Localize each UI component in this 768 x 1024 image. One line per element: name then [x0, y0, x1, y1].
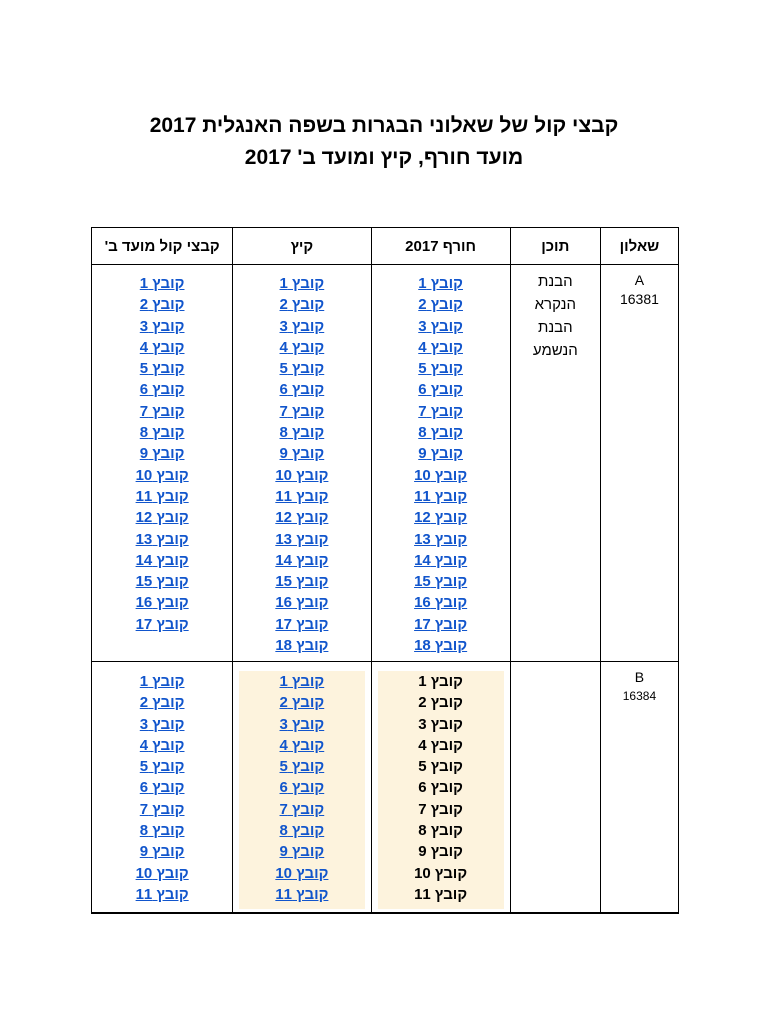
audio-file-link[interactable]: קובץ 4 [279, 736, 325, 754]
header-content: תוכן [510, 228, 600, 265]
list-item [92, 692, 232, 713]
audio-file-label: קובץ 11 [414, 885, 468, 903]
list-item [372, 465, 510, 486]
list-item [239, 863, 364, 884]
list-item [239, 841, 364, 862]
content-line: הנקרא [534, 296, 576, 313]
audio-file-link[interactable]: קובץ 6 [139, 381, 185, 399]
content-line: הבנת [537, 273, 573, 290]
audio-file-link[interactable]: קובץ 13 [135, 530, 189, 548]
audio-file-link[interactable]: קובץ 2 [279, 296, 325, 314]
audio-file-link[interactable]: קובץ 5 [139, 360, 185, 378]
list-item [233, 358, 370, 379]
list-item [233, 635, 370, 656]
audio-file-link[interactable]: קובץ 12 [414, 509, 468, 527]
moed-b-cell [92, 662, 233, 914]
list-item [378, 756, 504, 777]
audio-file-link[interactable]: קובץ 9 [139, 843, 185, 861]
audio-file-link[interactable]: קובץ 3 [279, 317, 325, 335]
list-item [92, 756, 232, 777]
table-row-b [92, 662, 679, 914]
audio-file-link[interactable]: קובץ 10 [135, 864, 189, 882]
audio-file-link[interactable]: קובץ 9 [279, 445, 325, 463]
list-item [378, 799, 504, 820]
moed-b-cell [92, 265, 233, 662]
audio-file-link[interactable]: קובץ 6 [279, 779, 325, 797]
audio-file-link[interactable]: קובץ 13 [275, 530, 329, 548]
list-item [233, 379, 370, 400]
summer-file-list [239, 671, 364, 905]
list-item [92, 592, 232, 613]
list-item [372, 571, 510, 592]
audio-file-label: קובץ 9 [418, 843, 463, 861]
audio-file-link[interactable]: קובץ 14 [135, 551, 189, 569]
content-line: הנשמע [532, 342, 578, 359]
audio-file-link[interactable]: קובץ 8 [139, 424, 185, 442]
winter-file-list [378, 671, 504, 905]
list-item [378, 777, 504, 798]
audio-file-link[interactable]: קובץ 15 [135, 573, 189, 591]
audio-file-link[interactable]: קובץ 15 [275, 573, 329, 591]
audio-file-link[interactable]: קובץ 13 [414, 530, 468, 548]
list-item [233, 443, 370, 464]
list-item [92, 863, 232, 884]
audio-file-link[interactable]: קובץ 3 [279, 715, 325, 733]
audio-file-link[interactable]: קובץ 6 [279, 381, 325, 399]
list-item [92, 443, 232, 464]
list-item [92, 799, 232, 820]
audio-file-link[interactable]: קובץ 2 [139, 694, 185, 712]
list-item [92, 507, 232, 528]
audio-files-table [91, 227, 679, 914]
moed-b-file-list [92, 265, 232, 635]
list-item [92, 777, 232, 798]
list-item [92, 671, 232, 692]
list-item [233, 294, 370, 315]
list-item [239, 692, 364, 713]
audio-file-link[interactable]: קובץ 1 [418, 275, 463, 292]
list-item [378, 841, 504, 862]
audio-file-link[interactable]: קובץ 9 [139, 445, 185, 463]
list-item [92, 465, 232, 486]
audio-file-link[interactable]: קובץ 5 [279, 360, 325, 378]
list-item [233, 614, 370, 635]
header-sheet: שאלון [600, 228, 678, 265]
list-item [239, 671, 364, 692]
list-item [372, 294, 510, 315]
page-subtitle: מועד חורף, קיץ ומועד ב' 2017 [244, 146, 524, 169]
sheet-code: 16384 [622, 689, 657, 703]
page-title: קבצי קול של שאלוני הבגרות בשפה האנגלית 2017 [149, 114, 619, 137]
audio-file-link[interactable]: קובץ 11 [135, 885, 189, 903]
audio-file-link[interactable]: קובץ 16 [275, 594, 329, 612]
list-item [233, 507, 370, 528]
audio-file-label: קובץ 3 [418, 715, 463, 733]
list-item [92, 316, 232, 337]
list-item [92, 379, 232, 400]
audio-file-link[interactable]: קובץ 12 [275, 509, 329, 527]
content-cell [510, 662, 600, 914]
audio-file-link[interactable]: קובץ 17 [135, 615, 189, 633]
audio-file-label: קובץ 8 [418, 822, 463, 840]
list-item [378, 820, 504, 841]
audio-file-link[interactable]: קובץ 10 [414, 466, 468, 484]
header-summer: קיץ [233, 228, 371, 265]
list-item [92, 486, 232, 507]
audio-file-label: קובץ 1 [418, 673, 463, 690]
list-item [372, 486, 510, 507]
list-item [233, 422, 370, 443]
list-item [378, 884, 504, 905]
list-item [233, 401, 370, 422]
audio-file-link[interactable]: קובץ 7 [279, 402, 325, 420]
summer-file-list [233, 265, 370, 656]
audio-file-link[interactable]: קובץ 18 [275, 637, 329, 655]
list-item [239, 714, 364, 735]
list-item [372, 273, 510, 294]
audio-file-link[interactable]: קובץ 12 [135, 509, 189, 527]
audio-file-label: קובץ 5 [418, 758, 463, 776]
audio-file-link[interactable]: קובץ 3 [418, 317, 463, 335]
list-item [378, 863, 504, 884]
list-item [92, 714, 232, 735]
audio-file-link[interactable]: קובץ 4 [418, 338, 463, 356]
audio-file-link[interactable]: קובץ 4 [139, 338, 185, 356]
list-item [233, 529, 370, 550]
list-item [378, 671, 504, 692]
audio-file-link[interactable]: קובץ 10 [275, 466, 329, 484]
audio-file-link[interactable]: קובץ 2 [418, 296, 463, 314]
list-item [372, 507, 510, 528]
list-item [239, 820, 364, 841]
list-item [92, 550, 232, 571]
table-row-a [92, 265, 679, 662]
audio-file-label: קובץ 7 [418, 800, 463, 818]
list-item [92, 841, 232, 862]
content-line: הבנת [537, 319, 573, 336]
list-item [372, 614, 510, 635]
audio-file-link[interactable]: קובץ 3 [139, 715, 185, 733]
audio-file-link[interactable]: קובץ 4 [279, 338, 325, 356]
list-item [372, 337, 510, 358]
audio-file-link[interactable]: קובץ 17 [275, 615, 329, 633]
list-item [372, 592, 510, 613]
content-cell [510, 265, 600, 662]
header-winter: חורף 2017 [371, 228, 510, 265]
list-item [92, 735, 232, 756]
audio-file-link[interactable]: קובץ 7 [418, 402, 463, 420]
audio-file-link[interactable]: קובץ 4 [139, 736, 185, 754]
audio-file-link[interactable]: קובץ 1 [279, 275, 325, 292]
audio-file-label: קובץ 2 [418, 694, 463, 712]
list-item [233, 337, 370, 358]
list-item [92, 401, 232, 422]
audio-file-link[interactable]: קובץ 1 [139, 673, 185, 690]
list-item [233, 486, 370, 507]
list-item [372, 443, 510, 464]
audio-file-label: קובץ 6 [418, 779, 463, 797]
list-item [92, 273, 232, 294]
list-item [233, 273, 370, 294]
table-header-row [92, 228, 679, 265]
audio-file-link[interactable]: קובץ 9 [279, 843, 325, 861]
list-item [92, 422, 232, 443]
sheet-letter: B [634, 669, 645, 685]
header-moed-b: קבצי קול מועד ב' [92, 228, 233, 265]
audio-file-link[interactable]: קובץ 2 [279, 694, 325, 712]
audio-file-link[interactable]: קובץ 10 [135, 466, 189, 484]
list-item [378, 692, 504, 713]
audio-file-link[interactable]: קובץ 16 [414, 594, 468, 612]
list-item [92, 571, 232, 592]
moed-b-file-list [92, 662, 232, 905]
sheet-cell [600, 265, 678, 662]
list-item [372, 635, 510, 656]
shaded-block [378, 671, 504, 909]
list-item [239, 777, 364, 798]
list-item [372, 550, 510, 571]
list-item [233, 316, 370, 337]
list-item [378, 714, 504, 735]
list-item [92, 820, 232, 841]
audio-file-link[interactable]: קובץ 8 [139, 822, 185, 840]
audio-file-link[interactable]: קובץ 7 [139, 800, 185, 818]
audio-file-link[interactable]: קובץ 9 [418, 445, 463, 463]
audio-file-link[interactable]: קובץ 16 [135, 594, 189, 612]
list-item [92, 337, 232, 358]
audio-file-link[interactable]: קובץ 8 [279, 424, 325, 442]
audio-file-link[interactable]: קובץ 5 [279, 758, 325, 776]
list-item [372, 529, 510, 550]
list-item [239, 735, 364, 756]
winter-cell [371, 265, 510, 662]
audio-file-link[interactable]: קובץ 18 [414, 637, 468, 655]
list-item [239, 756, 364, 777]
audio-file-link[interactable]: קובץ 6 [418, 381, 463, 399]
audio-file-link[interactable]: קובץ 5 [139, 758, 185, 776]
list-item [92, 358, 232, 379]
list-item [378, 735, 504, 756]
audio-file-link[interactable]: קובץ 10 [275, 864, 329, 882]
audio-file-link[interactable]: קובץ 15 [414, 573, 468, 591]
list-item [233, 592, 370, 613]
audio-file-link[interactable]: קובץ 7 [139, 402, 185, 420]
audio-file-label: קובץ 4 [418, 736, 463, 754]
list-item [239, 884, 364, 905]
audio-file-link[interactable]: קובץ 14 [414, 551, 468, 569]
list-item [372, 358, 510, 379]
audio-file-link[interactable]: קובץ 1 [279, 673, 325, 690]
audio-file-label: קובץ 10 [414, 864, 468, 882]
list-item [372, 379, 510, 400]
list-item [372, 401, 510, 422]
audio-file-link[interactable]: קובץ 1 [139, 275, 185, 292]
summer-cell [233, 265, 371, 662]
winter-cell [371, 662, 510, 914]
audio-file-link[interactable]: קובץ 6 [139, 779, 185, 797]
list-item [92, 614, 232, 635]
list-item [233, 465, 370, 486]
list-item [372, 422, 510, 443]
summer-cell [233, 662, 371, 914]
sheet-code: 16381 [619, 291, 659, 307]
audio-file-link[interactable]: קובץ 8 [279, 822, 325, 840]
winter-file-list [372, 265, 510, 656]
list-item [92, 884, 232, 905]
audio-file-link[interactable]: קובץ 5 [418, 360, 463, 378]
list-item [233, 571, 370, 592]
audio-file-link[interactable]: קובץ 11 [414, 487, 468, 505]
audio-file-link[interactable]: קובץ 3 [139, 317, 185, 335]
audio-file-link[interactable]: קובץ 7 [279, 800, 325, 818]
audio-file-link[interactable]: קובץ 11 [275, 885, 329, 903]
audio-file-link[interactable]: קובץ 11 [135, 487, 189, 505]
audio-file-link[interactable]: קובץ 2 [139, 296, 185, 314]
audio-file-link[interactable]: קובץ 8 [418, 424, 463, 442]
list-item [92, 529, 232, 550]
audio-file-link[interactable]: קובץ 17 [414, 615, 468, 633]
sheet-letter: A [634, 272, 645, 288]
list-item [233, 550, 370, 571]
list-item [92, 294, 232, 315]
list-item [372, 316, 510, 337]
list-item [239, 799, 364, 820]
audio-file-link[interactable]: קובץ 14 [275, 551, 329, 569]
shaded-block [239, 671, 364, 909]
sheet-cell [600, 662, 678, 914]
audio-file-link[interactable]: קובץ 11 [275, 487, 329, 505]
